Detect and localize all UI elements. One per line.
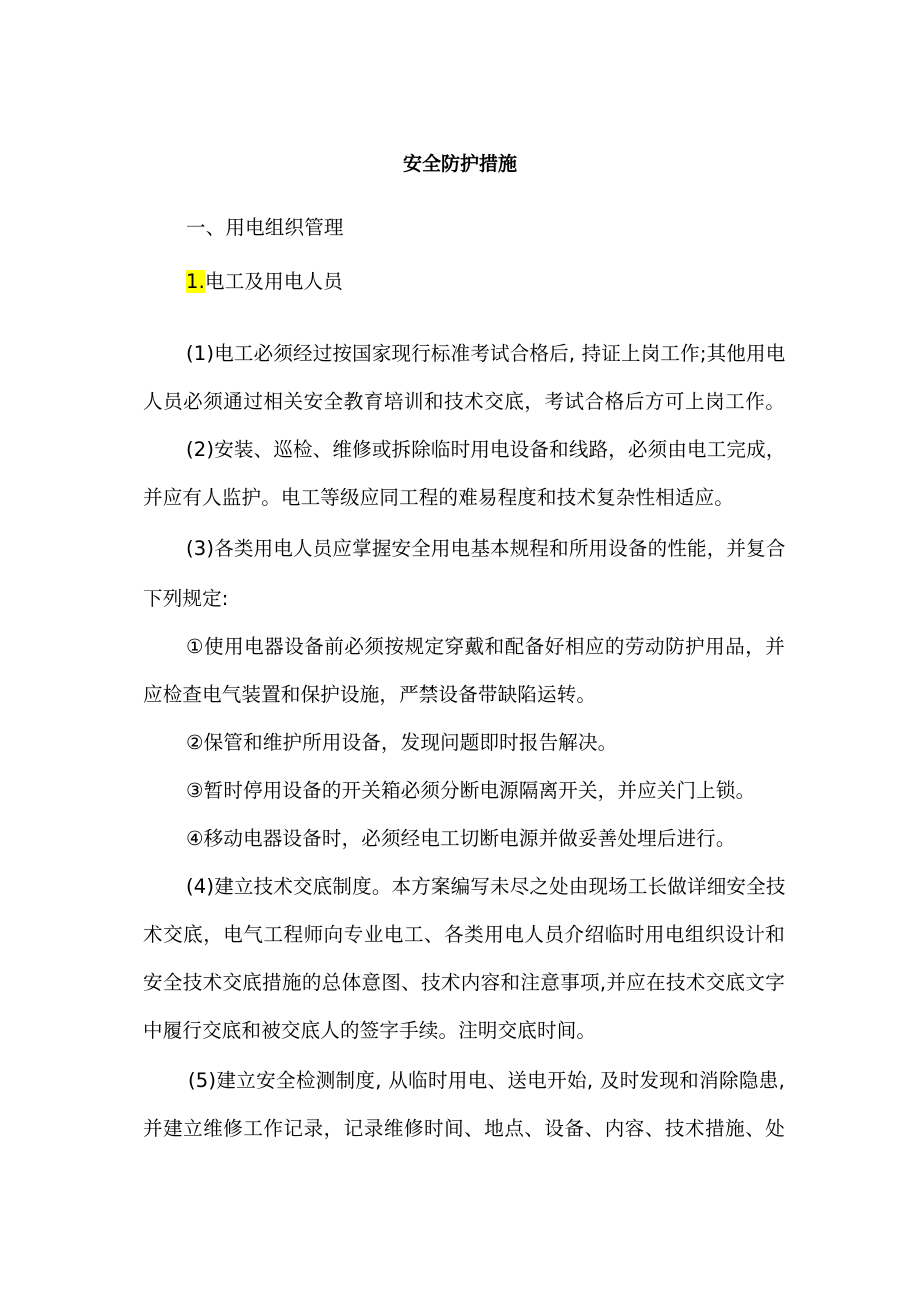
paragraph-line: 术交底，电气工程师向专业电工、各类用电人员介绍临时用电组织设计和 <box>143 923 785 946</box>
paragraph-line: (2)安装、巡检、维修或拆除临时用电设备和线路，必须由电工完成， <box>186 438 786 461</box>
paragraph-line: 并建立维修工作记录，记录维修时间、地点、设备、内容、技术措施、处 <box>143 1117 785 1140</box>
paragraph-line: 安全技术交底措施的总体意图、技术内容和注意事项,并应在技术交底文字 <box>143 971 785 994</box>
paragraph-line: 中履行交底和被交底人的签字手续。注明交底时间。 <box>143 1019 597 1042</box>
list-item-line: ②保管和维护所用设备，发现问题即时报告解决。 <box>186 731 618 754</box>
paragraph-line: 下列规定: <box>143 587 229 610</box>
subsection-label: 电工及用电人员 <box>205 270 343 293</box>
paragraph-line: 人员必须通过相关安全教育培训和技术交底，考试合格后方可上岗工作。 <box>143 390 785 413</box>
list-item-line: 应检查电气装置和保护设施，严禁设备带缺陷运转。 <box>143 683 597 706</box>
subsection-heading <box>186 269 343 295</box>
list-item-line: ④移动电器设备时，必须经电工切断电源并做妥善处埋后进行。 <box>186 827 736 850</box>
paragraph-line: (5)建立安全检测制度, 从临时用电、送电开始, 及时发现和消除隐患, <box>188 1069 785 1092</box>
paragraph-line: (1)电工必须经过按国家现行标准考试合格后, 持证上岗工作;其他用电 <box>186 342 786 365</box>
document-title: 安全防护措施 <box>402 153 517 175</box>
subsection-number: 1. <box>186 270 206 293</box>
list-item-line: ③暂时停用设备的开关箱必须分断电源隔离开关，并应关门上锁。 <box>186 779 756 802</box>
list-item-line: ①使用电器设备前必须按规定穿戴和配备好相应的劳动防护用品，并 <box>186 635 785 658</box>
paragraph-line: (4)建立技术交底制度。本方案编写未尽之处由现场工长做详细安全技 <box>186 875 786 898</box>
paragraph-line: 并应有人监护。电工等级应同工程的难易程度和技术复杂性相适应。 <box>143 486 735 509</box>
section-heading: 一、用电组织管理 <box>186 216 344 239</box>
paragraph-line: (3)各类用电人员应掌握安全用电基本规程和所用设备的性能，并复合 <box>186 537 786 560</box>
